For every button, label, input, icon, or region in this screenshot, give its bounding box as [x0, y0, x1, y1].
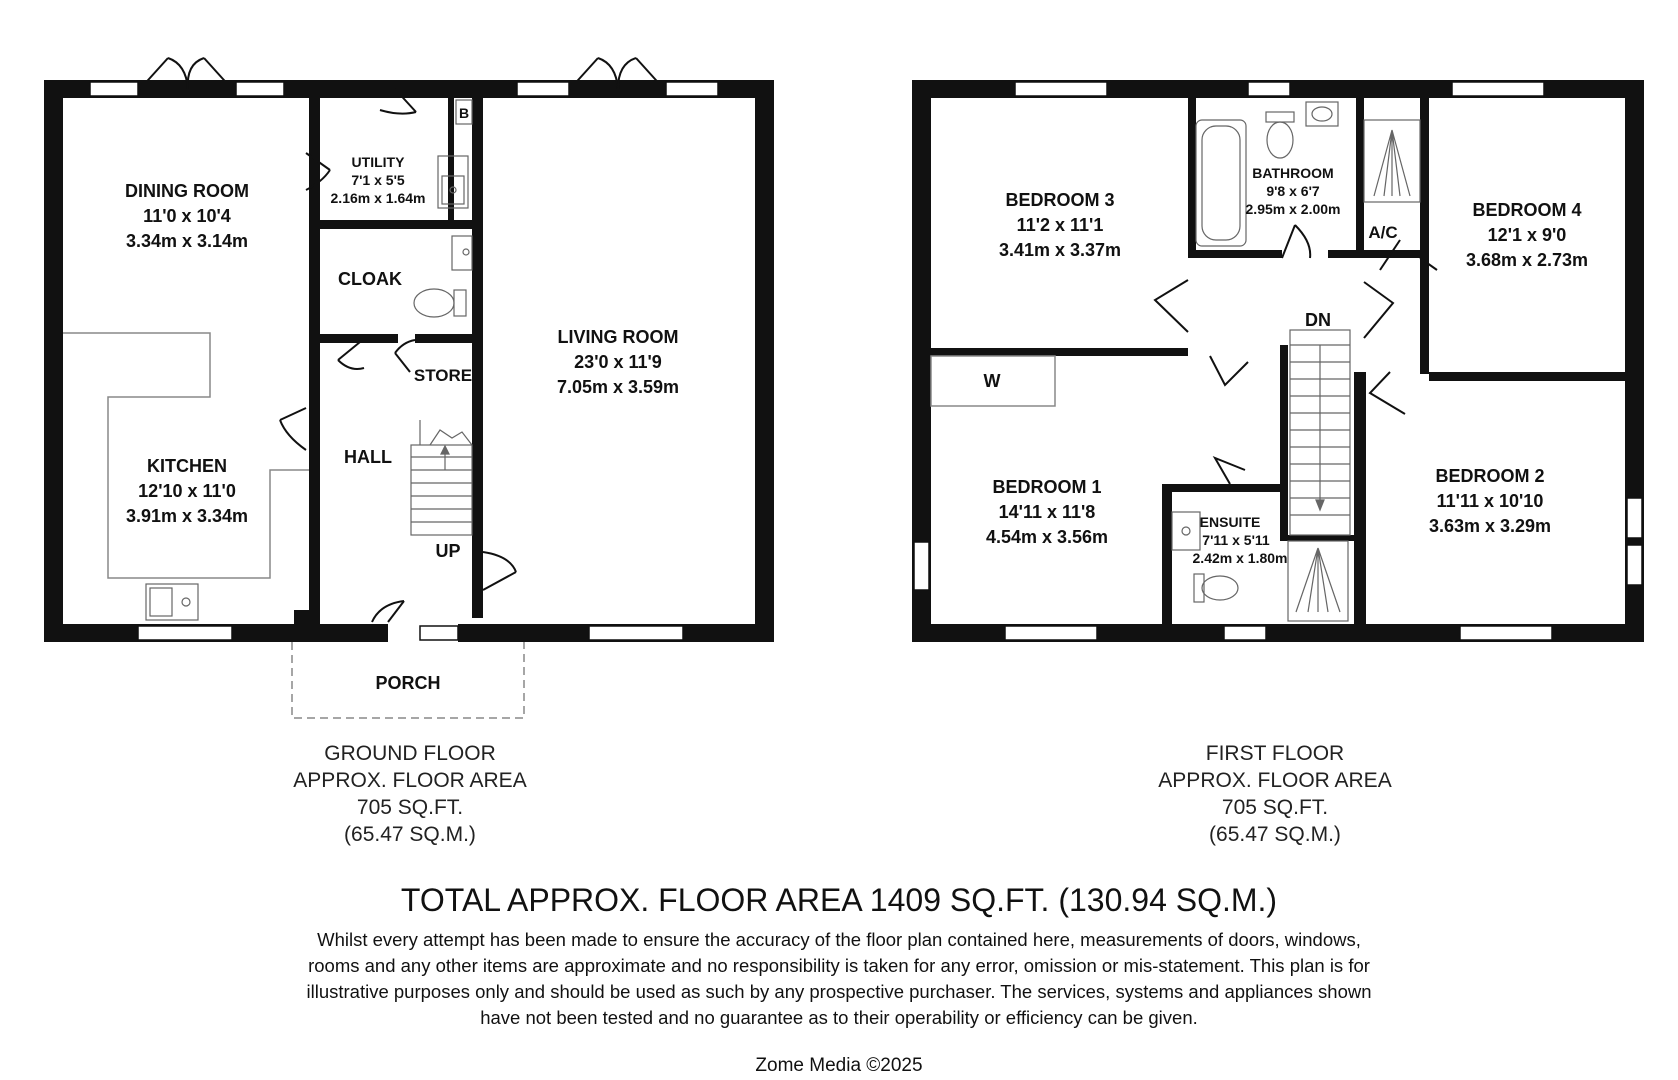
label-bedroom-3 — [999, 190, 1121, 260]
room-metric: 3.41m x 3.37m — [998, 240, 1122, 260]
ground-floor-walls — [44, 80, 774, 642]
label-living-room — [557, 327, 679, 397]
caption-line: (65.47 SQ.M.) — [1209, 823, 1341, 846]
disclaimer-text: Whilst every attempt has been made to ensure the accuracy of the floor plan contained here, measurements of doors, windows, rooms and any other items are approximate and no responsibility is taken for any error, omission or mis-statement. This plan is for illustrative purposes only and should be used as such by any prospective purchaser. The services, systems and appliances shown have not been tested and no guarantee as to their operability or efficiency can be given. — [306, 929, 1372, 1028]
room-imperial: 23'0 x 11'9 — [574, 352, 662, 372]
ground-floor-plan — [44, 58, 774, 718]
room-metric: 2.95m x 2.00m — [1245, 201, 1341, 217]
bathroom-toilet-icon — [1266, 112, 1294, 158]
room-name: BEDROOM 4 — [1472, 200, 1582, 220]
label-porch: PORCH — [375, 673, 441, 693]
label-cloak: CLOAK — [338, 269, 402, 289]
room-imperial: 7'11 x 5'11 — [1202, 532, 1270, 548]
label-bathroom — [1246, 165, 1341, 217]
label-kitchen — [126, 456, 248, 526]
caption-line: GROUND FLOOR — [324, 742, 496, 765]
room-metric: 2.42m x 1.80m — [1192, 550, 1288, 566]
cloak-toilet-icon — [414, 289, 466, 317]
room-name: BEDROOM 1 — [992, 477, 1102, 497]
cloak-basin-icon — [452, 236, 472, 270]
room-metric: 7.05m x 3.59m — [556, 377, 680, 397]
first-floor-plan — [912, 80, 1644, 642]
room-name: BEDROOM 3 — [1005, 190, 1115, 210]
stairs-down-marker: DN — [1305, 310, 1331, 330]
caption-line: (65.47 SQ.M.) — [344, 823, 476, 846]
wardrobe-marker: W — [983, 371, 1001, 391]
label-bedroom-2 — [1429, 466, 1551, 536]
ensuite-toilet-icon — [1194, 574, 1238, 602]
first-floor-caption — [1125, 740, 1425, 848]
ensuite-basin-icon — [1172, 512, 1200, 550]
bathroom-shower-icon — [1364, 120, 1420, 202]
room-imperial: 14'11 x 11'8 — [998, 502, 1096, 522]
room-name: KITCHEN — [147, 456, 227, 476]
room-imperial: 12'10 x 11'0 — [138, 481, 236, 501]
label-bedroom-4 — [1466, 200, 1588, 270]
ground-floor-stairs — [411, 420, 472, 535]
kitchen-sink-icon — [146, 584, 198, 620]
bath-icon — [1196, 120, 1246, 246]
boiler-marker: B — [458, 105, 470, 121]
room-metric: 3.91m x 3.34m — [125, 506, 249, 526]
room-imperial: 7'1 x 5'5 — [351, 172, 405, 188]
room-name: LIVING ROOM — [557, 327, 679, 347]
room-metric: 3.68m x 2.73m — [1465, 250, 1589, 270]
room-metric: 4.54m x 3.56m — [985, 527, 1109, 547]
caption-line: 705 SQ.FT. — [356, 796, 464, 819]
ensuite-shower-icon — [1288, 541, 1348, 621]
label-ensuite — [1193, 514, 1288, 566]
room-name: DINING ROOM — [125, 181, 249, 201]
room-imperial: 11'11 x 10'10 — [1436, 491, 1544, 511]
airing-cupboard-marker: A/C — [1368, 223, 1398, 242]
room-imperial: 9'8 x 6'7 — [1266, 183, 1320, 199]
caption-line: FIRST FLOOR — [1205, 742, 1345, 765]
room-name: BATHROOM — [1252, 165, 1334, 181]
label-hall: HALL — [344, 447, 392, 467]
first-floor-doors — [1155, 225, 1437, 484]
credit-text: Zome Media ©2025 — [755, 1055, 923, 1076]
room-name: BEDROOM 2 — [1435, 466, 1545, 486]
caption-line: APPROX. FLOOR AREA — [1158, 769, 1392, 792]
room-metric: 3.34m x 3.14m — [125, 231, 249, 251]
room-metric: 3.63m x 3.29m — [1428, 516, 1552, 536]
room-imperial: 11'0 x 10'4 — [143, 206, 231, 226]
ground-floor-caption — [260, 740, 560, 848]
total-floor-area: TOTAL APPROX. FLOOR AREA 1409 SQ.FT. (130.94 SQ.M.) — [400, 882, 1278, 918]
room-name: UTILITY — [351, 154, 405, 170]
label-bedroom-1 — [986, 477, 1108, 547]
label-utility — [331, 154, 426, 206]
caption-line: APPROX. FLOOR AREA — [293, 769, 527, 792]
room-metric: 2.16m x 1.64m — [330, 190, 426, 206]
bathroom-basin-icon — [1306, 102, 1338, 126]
stairs-up-marker: UP — [435, 541, 461, 561]
label-dining-room — [125, 181, 249, 251]
room-name: ENSUITE — [1199, 514, 1261, 530]
room-imperial: 11'2 x 11'1 — [1016, 215, 1104, 235]
room-imperial: 12'1 x 9'0 — [1487, 225, 1567, 245]
caption-line: 705 SQ.FT. — [1221, 796, 1329, 819]
first-floor-stairs — [1290, 330, 1350, 535]
label-store: STORE — [413, 366, 473, 385]
